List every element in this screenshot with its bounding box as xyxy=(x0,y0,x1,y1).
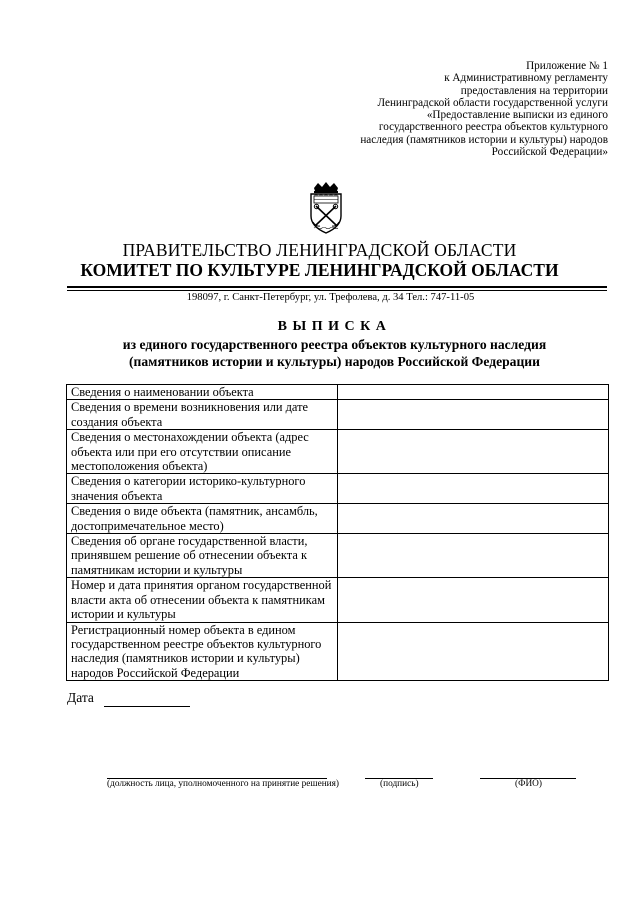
date-blank xyxy=(104,706,190,707)
table-row xyxy=(67,534,609,578)
annex-line: наследия (памятников истории и культуры) народов xyxy=(360,133,608,146)
row-value-cell xyxy=(338,400,609,430)
position-caption: (должность лица, уполномоченного на принятие решения) xyxy=(107,779,340,789)
table-row xyxy=(67,578,609,622)
row-value-cell xyxy=(338,578,609,622)
row-value-cell xyxy=(338,622,609,681)
committee-title: КОМИТЕТ ПО КУЛЬТУРЕ ЛЕНИНГРАДСКОЙ ОБЛАСТИ xyxy=(80,260,559,280)
row-label: Сведения о виде объекта (памятник, ансамбль, достопримечательное место) xyxy=(67,504,338,534)
name-caption: (ФИО) xyxy=(515,779,542,789)
committee-address: 198097, г. Санкт-Петербург, ул. Трефолева, д. 34 Тел.: 747-11-05 xyxy=(186,292,475,303)
table-row xyxy=(67,385,609,400)
annex-line: Ленинградской области государственной услуги xyxy=(377,96,608,109)
row-label: Регистрационный номер объекта в едином государственном реестре объектов культурного наследия (памятников истории и культуры) народов Российской Федерации xyxy=(67,622,338,681)
document-title: ВЫПИСКА xyxy=(277,319,392,334)
annex-line: предоставления на территории xyxy=(460,84,608,97)
header-divider xyxy=(67,286,607,288)
date-label: Дата xyxy=(67,690,94,705)
annex-line: государственного реестра объектов культурного xyxy=(378,121,608,134)
row-label: Сведения об органе государственной власти, принявшем решение об отнесении объекта к памятникам истории и культуры xyxy=(67,534,338,578)
annex-line: Приложение № 1 xyxy=(526,60,608,72)
row-label: Номер и дата принятия органом государственной власти акта об отнесении объекта к памятникам истории и культуры xyxy=(67,578,338,622)
annex-line: к Административному регламенту xyxy=(444,72,608,85)
table-row xyxy=(67,474,609,504)
row-value-cell xyxy=(338,430,609,474)
government-title: ПРАВИТЕЛЬСТВО ЛЕНИНГРАДСКОЙ ОБЛАСТИ xyxy=(122,240,517,260)
signature-caption: (подпись) xyxy=(380,779,419,789)
subtitle-line: (памятников истории и культуры) народов Российской Федерации xyxy=(129,354,540,369)
row-label: Сведения о категории историко-культурного значения объекта xyxy=(67,474,338,504)
row-value-cell xyxy=(338,504,609,534)
table-row xyxy=(67,504,609,534)
table-row xyxy=(67,400,609,430)
row-label: Сведения о наименовании объекта xyxy=(67,385,338,400)
annex-line: «Предоставление выписки из единого xyxy=(426,109,608,122)
table-row xyxy=(67,430,609,474)
coat-of-arms-icon xyxy=(305,182,347,234)
row-value-cell xyxy=(338,474,609,504)
row-label: Сведения о времени возникновения или дате создания объекта xyxy=(67,400,338,430)
row-value-cell xyxy=(338,385,609,400)
header-divider-thin xyxy=(67,290,607,291)
annex-line: Российской Федерации» xyxy=(491,146,608,159)
register-extract-table xyxy=(66,384,609,681)
row-label: Сведения о местонахождении объекта (адрес объекта или при его отсутствии описание местоположения объекта) xyxy=(67,430,338,474)
row-value-cell xyxy=(338,534,609,578)
annex-reference xyxy=(348,60,608,158)
table-row xyxy=(67,622,609,681)
subtitle-line: из единого государственного реестра объектов культурного наследия xyxy=(122,337,547,352)
document-subtitle xyxy=(60,336,609,370)
